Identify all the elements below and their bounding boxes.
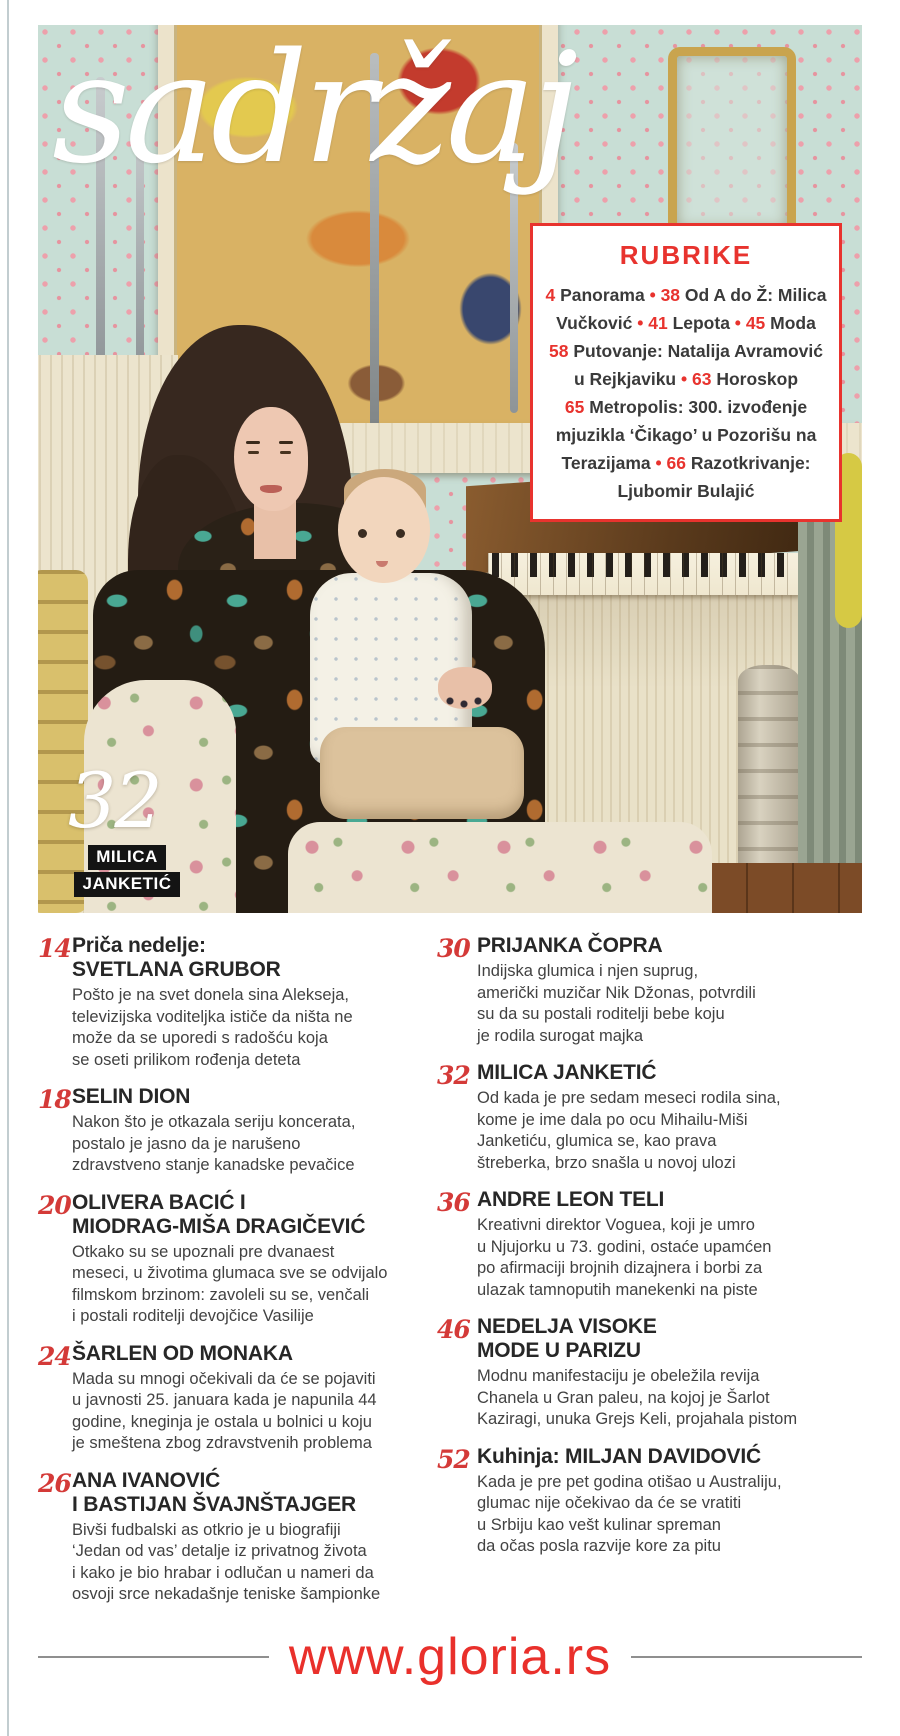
footer [38, 1622, 862, 1692]
footer-rule-right [631, 1656, 862, 1658]
toc-article-title: ANDRE LEON TELI [477, 1188, 665, 1211]
toc-entry [437, 934, 862, 1047]
toc-page-number: 18 [38, 1085, 71, 1114]
rubrike-line: Terazijama • 66 Razotkrivanje: [561, 453, 811, 473]
website-url[interactable]: www.gloria.rs [288, 1628, 612, 1686]
toc-page-number: 20 [38, 1190, 71, 1220]
feature-name-line: MILICA [88, 845, 166, 870]
toc-page-number: 14 [38, 934, 71, 963]
toc-article-title: SELIN DION [72, 1085, 191, 1108]
rubrike-line: 65 Metropolis: 300. izvođenje [564, 397, 808, 417]
toc-page-number: 26 [38, 1468, 71, 1498]
rubrike-line: mjuzikla ‘Čikago’ u Pozorišu na [555, 425, 817, 445]
rubrike-title: RUBRIKE [619, 240, 753, 270]
rubrike-line: Ljubomir Bulajić [617, 481, 755, 501]
toc-entry [38, 1342, 436, 1455]
rubrike-line: u Rejkjaviku • 63 Horoskop [573, 369, 799, 389]
rubrike-list [541, 281, 831, 505]
feature-name-tags [52, 843, 202, 897]
feature-name-line: JANKETIĆ [74, 872, 179, 897]
rubrike-line: 4 Panorama • 38 Od A do Ž: Milica [545, 285, 827, 305]
baby-face [338, 477, 430, 583]
footer-rule-left [38, 1656, 269, 1658]
woman-face [234, 407, 308, 511]
toc-article-description: Od kada je pre sedam meseci rodila sina, kome je ime dala po ocu Mihailu-Miši Janketiću, glumica se, kao prava štreberka, brzo snašla u novoj ulozi [477, 1089, 781, 1172]
toc-article-description: Otkako su se upoznali pre dvanaest meseci, u životima glumaca sve se odvijalo filmskom brzinom: zavoleli su se, venčali i postali roditelji devojčice Vasilije [72, 1242, 388, 1325]
toc-article-description: Mada su mnogi očekivali da će se pojaviti u javnosti 25. januara kada je napunila 44 godine, kneginja je ostala u bolnici u koju je smeštena zbog zdravstvenih problema [72, 1369, 377, 1452]
toc-entry [38, 1191, 436, 1328]
toc-right-column [437, 934, 862, 1572]
toc-page-number: 36 [437, 1188, 470, 1217]
toc-article-title: Priča nedelje: SVETLANA GRUBOR [72, 934, 281, 981]
toc-article-title: MILICA JANKETIĆ [477, 1061, 657, 1084]
toc-article-title: ŠARLEN OD MONAKA [72, 1341, 293, 1365]
toc-entry [38, 1085, 436, 1177]
toc-entry [437, 1445, 862, 1558]
floral-chair-cushion [288, 822, 712, 913]
toc-article-description: Bivši fudbalski as otkrio je u biografiji ‘Jedan od vas’ detalje iz privatnog života i kako je bio hrabar i odlučan u nameri da osvoji srce nekadašnje teniske šampionke [72, 1520, 381, 1603]
toc-page-number: 32 [437, 1061, 470, 1090]
toc-article-title: ANA IVANOVIĆ I BASTIJAN ŠVAJNŠTAJGER [72, 1468, 357, 1516]
toc-article-description: Nakon što je otkazala seriju koncerata, postalo je jasno da je narušeno zdravstveno stanje kanadske pevačice [72, 1113, 356, 1174]
toc-entry [38, 934, 436, 1071]
piano-keyboard [488, 553, 800, 595]
feature-label [52, 756, 202, 897]
toc-article-description: Kreativni direktor Voguea, koji je umro u Njujorku u 73. godini, ostaće upamćen po afirmaciji brojnih dizajnera i borbi za ulazak tamnoputih manekenki na piste [477, 1216, 772, 1299]
toc-article-title: OLIVERA BACIĆ I MIODRAG-MIŠA DRAGIČEVIĆ [72, 1190, 366, 1238]
rubrike-line: 58 Putovanje: Natalija Avramović [549, 341, 823, 361]
rubrike-line: Vučković • 41 Lepota • 45 Moda [556, 313, 816, 333]
feature-photo [38, 25, 862, 913]
feature-page-number: 32 [68, 756, 161, 845]
toc-entry [437, 1315, 862, 1431]
toc-page-number: 52 [437, 1444, 470, 1474]
page-scan-edge [7, 0, 9, 1736]
toc-article-title: PRIJANKA ČOPRA [477, 934, 663, 957]
toc-article-title: Kuhinja: MILJAN DAVIDOVIĆ [477, 1444, 761, 1468]
toc-article-description: Modnu manifestaciju je obeležila revija Chanela u Gran paleu, na kojoj je Šarlot Kaziragi, unuka Grejs Keli, projahala pistom [477, 1367, 798, 1428]
toc-entry [437, 1061, 862, 1174]
toc-article-description: Kada je pre pet godina otišao u Australiju, glumac nije očekivao da će se vratiti u Srbiju kao vešt kulinar spreman da očas posla razvije kore za pitu [477, 1472, 782, 1555]
toc-article-title: NEDELJA VISOKE MODE U PARIZU [477, 1315, 657, 1362]
toc-article-description: Indijska glumica i njen suprug, američki muzičar Nik Džonas, potvrdili su da su postali roditelji bebe koju je rodila surogat majka [477, 962, 756, 1045]
woman-hand [438, 667, 492, 709]
toc-left-column [38, 934, 436, 1620]
page-title: sadržaj [52, 25, 574, 197]
rubrike-box [530, 223, 842, 522]
gilt-mirror-frame [668, 47, 796, 237]
baby-pants [320, 727, 524, 819]
toc-entry [437, 1188, 862, 1301]
toc-page-number: 46 [437, 1315, 470, 1344]
toc-entry [38, 1469, 436, 1606]
toc-article-description: Pošto je na svet donela sina Alekseja, televizijska voditeljka ističe da ništa ne može da se uporedi s radošću koja se oseti prilikom rođenja deteta [72, 986, 353, 1069]
toc-page-number: 30 [437, 934, 470, 963]
toc-page-number: 24 [38, 1341, 71, 1371]
